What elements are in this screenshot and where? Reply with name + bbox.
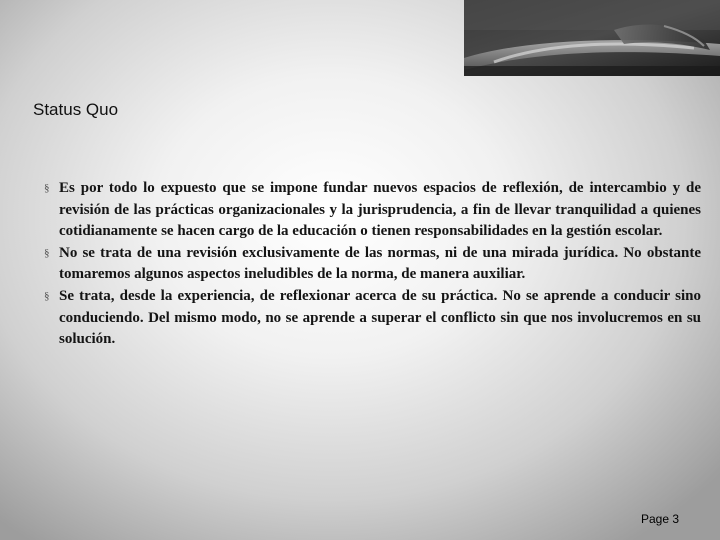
bullet-item-1 (44, 178, 701, 243)
bullet-marker: § (44, 289, 50, 302)
bullet-text-1: Es por todo lo expuesto que se impone fundar nuevos espacios de reflexión, de intercambio y de revisión de las prácticas organizacionales y la jurisprudencia, a fin de llevar tranquilidad a quienes cotidianamente se hacen cargo de la educación o tienen responsabilidades en la gestión escolar. (59, 180, 701, 240)
bullet-text-3: Se trata, desde la experiencia, de reflexionar acerca de su práctica. No se aprende a conducir sino conduciendo. Del mismo modo, no se aprende a superar el conflicto sin que nos involucremos en su solución. (59, 287, 701, 348)
bullet-list (44, 178, 701, 351)
slide-title: Status Quo (33, 100, 119, 119)
bullet-marker: § (44, 246, 50, 259)
page-number: Page 3 (641, 512, 680, 526)
steering-wheel-image (464, 0, 720, 76)
bullet-item-3 (44, 286, 701, 351)
corner-photo-steering-wheel (464, 0, 720, 76)
bullet-text-2: No se trata de una revisión exclusivamente de las normas, ni de una mirada jurídica. No obstante tomaremos algunos aspectos ineludibles de la norma, de manera auxiliar. (59, 244, 701, 283)
bullet-item-2 (44, 243, 701, 286)
bullet-marker: § (44, 182, 50, 194)
